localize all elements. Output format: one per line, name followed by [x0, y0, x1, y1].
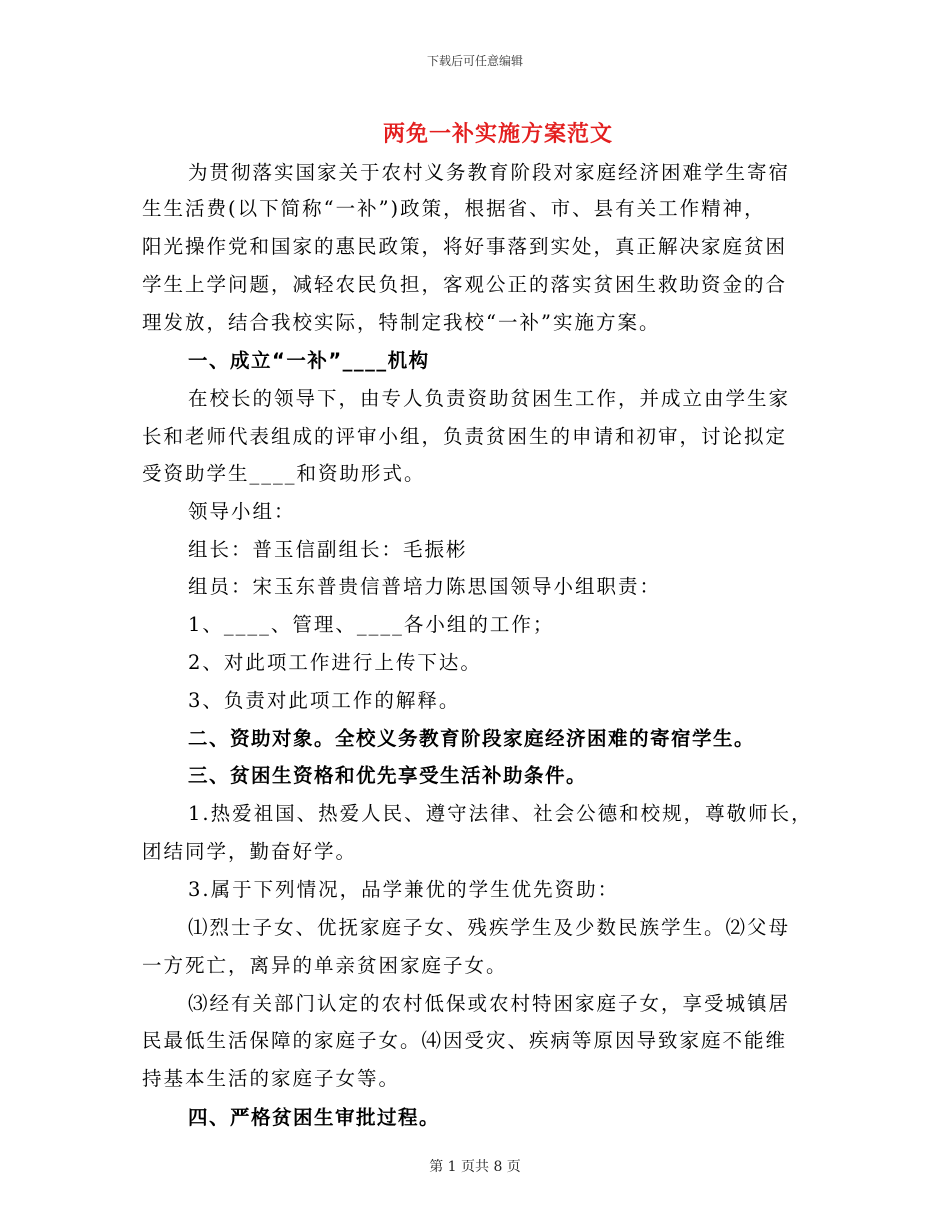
paragraph-line: 组员：宋玉东普贵信普培力陈思国领导小组职责：: [188, 575, 662, 598]
paragraph-line: 2、对此项工作进行上传下达。: [188, 651, 482, 674]
document-title: 两免一补实施方案范文: [382, 121, 613, 147]
paragraph-line: 3、负责对此项工作的解释。: [188, 689, 461, 712]
paragraph-line: 3.属于下列情况，品学兼优的学生优先资助：: [188, 878, 620, 901]
page-footer: 第 1 页共 8 页: [429, 1159, 521, 1175]
paragraph-line: 受资助学生____和资助形式。: [142, 462, 426, 485]
section-heading: 三、贫困生资格和优先享受生活补助条件。: [188, 764, 588, 787]
paragraph-line: 在校长的领导下，由专人负责资助贫困生工作，并成立由学生家: [188, 387, 791, 410]
paragraph-line: 组长：普玉信副组长：毛振彬: [188, 538, 468, 561]
paragraph-line: 为贯彻落实国家关于农村义务教育阶段对家庭经济困难学生寄宿: [188, 161, 791, 184]
paragraph-line: 团结同学，勤奋好学。: [142, 840, 358, 863]
paragraph-line: ⑶经有关部门认定的农村低保或农村特困家庭子女，享受城镇居: [188, 992, 791, 1015]
paragraph-line: 生生活费(以下简称“一补”)政策，根据省、市、县有关工作精神，: [142, 197, 766, 220]
section-heading: 一、成立“一补”____机构: [188, 349, 430, 372]
page-header-note: 下载后可任意编辑: [426, 54, 523, 68]
paragraph-line: 民最低生活保障的家庭子女。⑷因受灾、疾病等原因导致家庭不能维: [142, 1029, 788, 1052]
paragraph-line: 理发放，结合我校实际，特制定我校“一补”实施方案。: [142, 311, 661, 334]
paragraph-line: 长和老师代表组成的评审小组，负责贫困生的申请和初审，讨论拟定: [142, 425, 788, 448]
section-heading: 二、资助对象。全校义务教育阶段家庭经济困难的寄宿学生。: [188, 727, 756, 750]
paragraph-line: 持基本生活的家庭子女等。: [142, 1067, 401, 1090]
paragraph-line: 阳光操作党和国家的惠民政策，将好事落到实处，真正解决家庭贫困: [142, 235, 788, 258]
paragraph-line: ⑴烈士子女、优抚家庭子女、残疾学生及少数民族学生。⑵父母: [188, 916, 791, 939]
paragraph-line: 1、____、管理、____各小组的工作；: [188, 613, 555, 636]
paragraph-line: 一方死亡，离异的单亲贫困家庭子女。: [142, 954, 508, 977]
paragraph-line: 学生上学问题，减轻农民负担，客观公正的落实贫困生救助资金的合: [142, 273, 788, 296]
paragraph-line: 1.热爱祖国、热爱人民、遵守法律、社会公德和校规，尊敬师长，: [188, 802, 813, 825]
paragraph-line: 领导小组：: [188, 500, 296, 523]
section-heading: 四、严格贫困生审批过程。: [188, 1106, 441, 1129]
